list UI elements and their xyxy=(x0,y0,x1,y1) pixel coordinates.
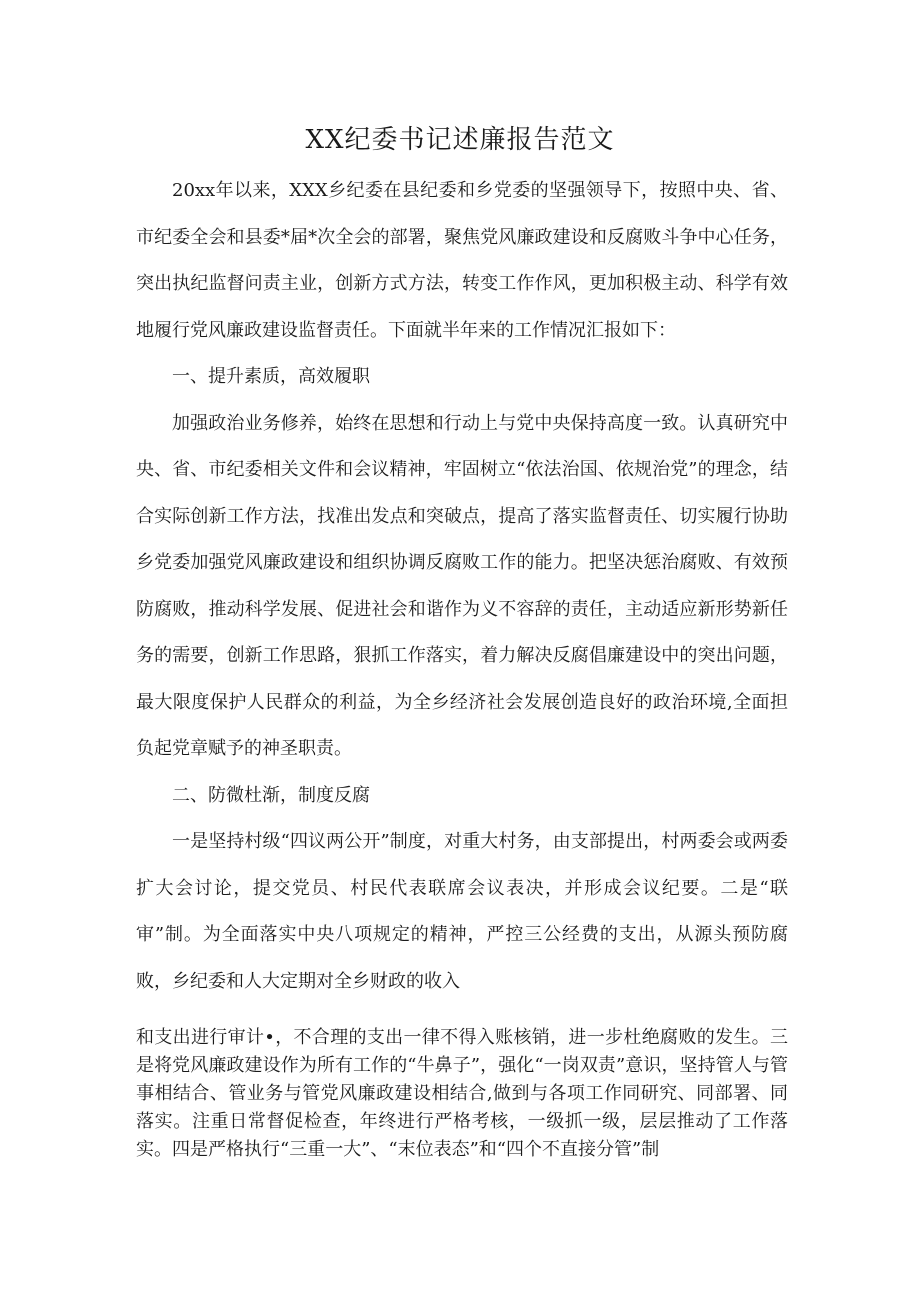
intro-paragraph: 20xx年以来，XXX乡纪委在县纪委和乡党委的坚强领导下，按照中央、省、市纪委全会和县委*届*次全会的部署，聚焦党风廉政建设和反腐败斗争中心任务，突出执纪监督问责主业，创新方式方法，转变工作作风，更加积极主动、科学有效地履行党风廉政建设监督责任。下面就半年来的工作情况汇报如下： xyxy=(136,180,788,341)
document-body xyxy=(136,168,788,1005)
section-2-paragraph: 一是坚持村级“四议两公开”制度，对重大村务，由支部提出，村两委会或两委扩大会讨论，提交党员、村民代表联席会议表决，并形成会议纪要。二是“联审”制。为全面落实中央八项规定的精神，严控三公经费的支出，从源头预防腐败，乡纪委和人大定期对全乡财政的收入 xyxy=(136,831,788,992)
continuation-paragraph: 和支出进行审计•，不合理的支出一律不得入账核销，进一步杜绝腐败的发生。三是将党风廉政建设作为所有工作的“牛鼻子”，强化“一岗双责”意识，坚持管人与管事相结合、管业务与管党风廉政建设相结合,做到与各项工作同研究、同部署、同落实。注重日常督促检查，年终进行严格考核，一级抓一级，层层推动了工作落实。四是严格执行“三重一大”、“末位表态”和“四个不直接分管”制 xyxy=(136,1027,788,1160)
section-heading-2: 二、防微杜渐，制度反腐 xyxy=(172,784,370,806)
document-title: XX纪委书记述廉报告范文 xyxy=(305,125,615,155)
section-1-paragraph: 加强政治业务修养，始终在思想和行动上与党中央保持高度一致。认真研究中央、省、市纪委相关文件和会议精神，牢固树立“依法治国、依规治党”的理念，结合实际创新工作方法，找准出发点和突破点，提高了落实监督责任、切实履行协助乡党委加强党风廉政建设和组织协调反腐败工作的能力。把坚决惩治腐败、有效预防腐败，推动科学发展、促进社会和谐作为义不容辞的责任，主动适应新形势新任务的需要，创新工作思路，狠抓工作落实，着力解决反腐倡廉建设中的突出问题，最大限度保护人民群众的利益，为全乡经济社会发展创造良好的政治环境,全面担负起党章赋予的神圣职责。 xyxy=(136,412,788,759)
continuation-block xyxy=(136,1024,788,1164)
section-heading-1: 一、提升素质，高效履职 xyxy=(172,366,370,387)
